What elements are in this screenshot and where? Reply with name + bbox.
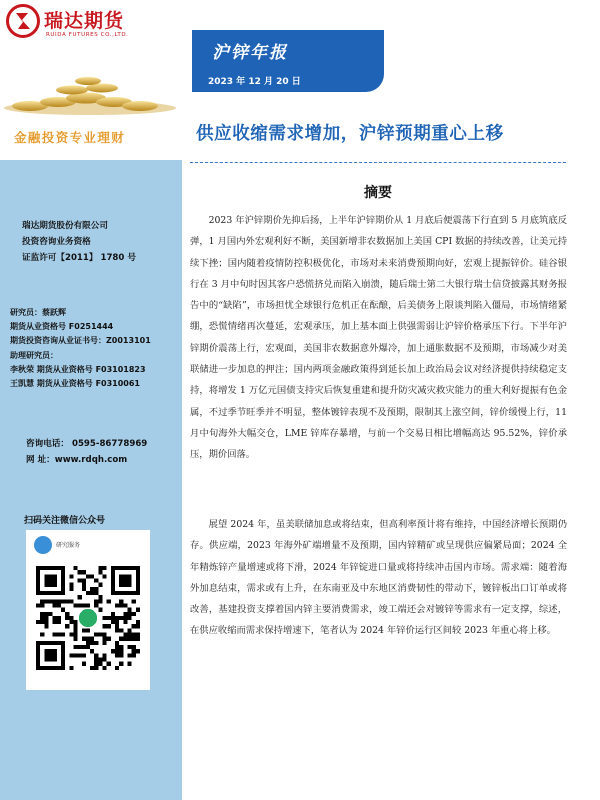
analyst-line: 期货投资咨询从业证书号：Z0013101 bbox=[10, 336, 151, 346]
company-info bbox=[22, 218, 136, 266]
contact-phone: 咨询电话： 0595-86778969 bbox=[26, 439, 148, 449]
dashed-divider bbox=[190, 162, 566, 163]
analyst-line: 期货从业资格号 F0251444 bbox=[10, 322, 114, 332]
report-date: 2023 年 12 月 20 日 bbox=[208, 77, 301, 87]
wechat-qr-card bbox=[26, 530, 150, 690]
analyst-line: 王凯慧 期货从业资格号 F0310061 bbox=[10, 378, 140, 388]
company-name: 瑞达期货股份有限公司 bbox=[22, 221, 108, 231]
gold-coins-image bbox=[0, 74, 180, 118]
analyst-line: 研究员：蔡跃辉 bbox=[10, 308, 66, 317]
contact-info bbox=[26, 436, 147, 468]
company-logo bbox=[6, 4, 176, 44]
license-number: 证监许可【2011】 1780 号 bbox=[22, 253, 136, 263]
abstract-title: 摘要 bbox=[364, 185, 392, 201]
analyst-line: 李秋荣 期货从业资格号 F03101823 bbox=[10, 364, 146, 374]
report-type: 沪锌年报 bbox=[212, 43, 288, 63]
qr-service-label: 研究服务 bbox=[56, 542, 81, 549]
license-type: 投资咨询业务资格 bbox=[22, 237, 91, 247]
brand-name-en: RUIDA FUTURES CO.,LTD. bbox=[46, 32, 129, 38]
contact-website[interactable]: 网 址：www.rdqh.com bbox=[26, 455, 128, 465]
brand-name-cn: 瑞达期货 bbox=[44, 10, 125, 32]
report-headline: 供应收缩需求增加，沪锌预期重心上移 bbox=[196, 124, 504, 144]
ruida-logo-icon bbox=[6, 4, 40, 38]
wechat-qr-code[interactable] bbox=[36, 566, 140, 670]
abstract-paragraph: 展望 2024 年，虽美联储加息或将结束，但高利率预计将有维持，中国经济增长预期仍存。供应端，2023 年海外矿端增量不及预期，国内锌精矿或呈现供应偏紧局面；2024 全年精炼锌产量增速或将下滑，2024 年锌锭进口量或将持续冲击国内市场。需求端：随着海外加息结束，需求或有上升，在东南亚及中东地区消费韧性的带动下，镀锌板出口订单或将改善，基建投资支撑着国内锌主要消费需求，竣工端还会对镀锌等需求有一定支撑，综述，在供应收缩而需求保持增速下，笔者认为 2024 年锌价运行区间较 2023 年重心将上移。 bbox=[190, 519, 567, 637]
info-sidebar bbox=[0, 160, 182, 800]
analyst-info bbox=[10, 306, 151, 391]
wechat-icon bbox=[79, 609, 97, 627]
report-type-banner bbox=[192, 30, 384, 92]
analyst-line: 助理研究员： bbox=[10, 350, 58, 360]
service-logo-icon bbox=[34, 536, 52, 554]
abstract-paragraph: 2023 年沪锌期价先抑后扬，上半年沪锌期价从 1 月底后便震荡下行直到 5 月底筑底反弹，1 月国内外宏观利好不断，美国新增非农数据加上美国 CPI 数据的持续改善，让美元持续下挫；国内随着疫情防控积极优化，市场对未来消费预期向好，宏观上提振锌价。硅谷银行在 3 月中旬时因其客户恐慌挤兑而陷入崩溃，随后瑞士第二大银行瑞士信贷披露其财务报告中的“缺陷”，市场担忧全球银行危机正在酝酿，后美债务上限谈判陷入僵局，市场情绪紧绷，恐慌情绪再次蔓延，宏观承压，加上基本面上供强需弱让沪锌价格承压下行。下半年沪锌期价震荡上行，宏观面，美国非农数据意外爆冷，加上通胀数据不及预期，市场减少对美联储进一步加息的押注；国内两项金融政策得到延长加上政治局会议对经济提供持续稳定支持，将增发 1 万亿元国债支持灾后恢复重建和提升防灾减灾救灾能力的重大利好提振有色金属，不过季节旺季并不明显，整体镀锌表现不及预期，限制其上涨空间，锌价缓慢上行，11 月中旬海外大幅交仓，LME 锌库存暴增，与前一个交易日相比增幅高达 95.52%，锌价承压，期价回落。 bbox=[190, 215, 567, 461]
brand-slogan: 金融投资专业理财 bbox=[14, 130, 126, 145]
scan-qr-title: 扫码关注微信公众号 bbox=[24, 516, 106, 526]
